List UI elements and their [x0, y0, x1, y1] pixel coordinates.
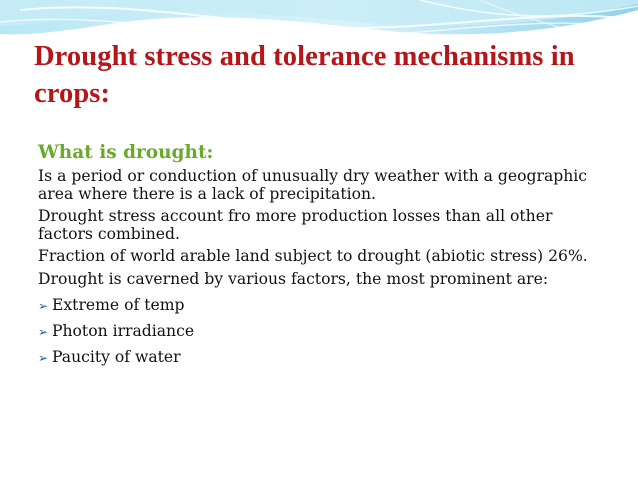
- factor-list: [38, 293, 598, 371]
- list-item-label: Photon irradiance: [52, 322, 195, 340]
- list-item: [38, 293, 598, 319]
- arrow-right-icon: ➢: [38, 325, 49, 339]
- list-item-label: Extreme of temp: [52, 296, 185, 314]
- arrow-right-icon: ➢: [38, 351, 49, 365]
- slide-body: [38, 140, 598, 371]
- section-heading: What is drought:: [38, 142, 214, 163]
- list-item: [38, 319, 598, 345]
- slide-title: Drought stress and tolerance mechanisms in crops:: [34, 41, 575, 109]
- paragraph-factors: Drought is caverned by various factors, the most prominent are:: [38, 269, 549, 288]
- list-item-label: Paucity of water: [52, 348, 181, 366]
- list-item: [38, 345, 598, 371]
- arrow-right-icon: ➢: [38, 299, 49, 313]
- paragraph-production-losses: Drought stress account fro more production losses than all other factors combined.: [38, 207, 553, 243]
- paragraph-arable-land: Fraction of world arable land subject to drought (abiotic stress) 26%.: [38, 247, 588, 265]
- paragraph-definition: Is a period or conduction of unusually dry weather with a geographic area where there is a lack of precipitation.: [38, 167, 588, 203]
